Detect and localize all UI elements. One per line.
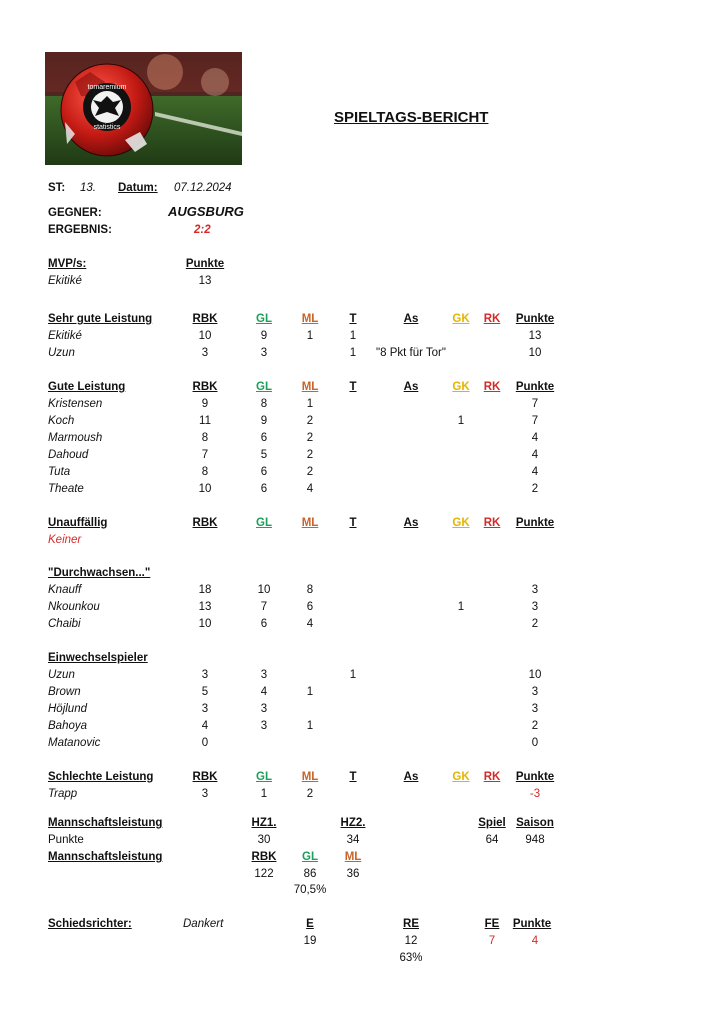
player-name: Brown bbox=[48, 686, 81, 698]
col-header-as: As bbox=[403, 381, 419, 393]
player-punkte: 2 bbox=[531, 720, 539, 732]
col-header-gk: GK bbox=[452, 313, 470, 325]
player-ml: 4 bbox=[306, 483, 314, 495]
section-title: Schlechte Leistung bbox=[48, 771, 154, 783]
player-punkte: 10 bbox=[528, 347, 542, 359]
svg-text:tomaremium: tomaremium bbox=[87, 84, 127, 91]
player-ml: 2 bbox=[306, 466, 314, 478]
col-header-gl: GL bbox=[256, 381, 272, 393]
referee-percent: 63% bbox=[399, 952, 423, 964]
player-name: Chaibi bbox=[48, 618, 81, 630]
player-t: 1 bbox=[349, 347, 357, 359]
col-header-rbk: RBK bbox=[192, 381, 218, 393]
section-title: Unauffällig bbox=[48, 517, 108, 529]
col-header-ml: ML bbox=[301, 771, 319, 783]
section-title: Einwechselspieler bbox=[48, 652, 148, 664]
player-rbk: 10 bbox=[198, 618, 212, 630]
col-header-gk: GK bbox=[452, 771, 470, 783]
referee-re-header: RE bbox=[403, 918, 419, 930]
spiel-value: 64 bbox=[485, 834, 499, 846]
player-rbk: 3 bbox=[201, 788, 209, 800]
player-rbk: 0 bbox=[201, 737, 209, 749]
player-rbk: 3 bbox=[201, 703, 209, 715]
section-title: Gute Leistung bbox=[48, 381, 126, 393]
section-note: Keiner bbox=[48, 534, 82, 546]
player-name: Kristensen bbox=[48, 398, 103, 410]
col-header-gl: GL bbox=[256, 517, 272, 529]
player-punkte: 4 bbox=[531, 432, 539, 444]
player-gk: 1 bbox=[457, 601, 465, 613]
player-gl: 3 bbox=[260, 720, 268, 732]
player-punkte: 7 bbox=[531, 415, 539, 427]
player-punkte: 0 bbox=[531, 737, 539, 749]
player-rbk: 3 bbox=[201, 669, 209, 681]
mvp-player-punkte: 13 bbox=[198, 275, 212, 287]
player-ml: 8 bbox=[306, 584, 314, 596]
team-percent: 70,5% bbox=[293, 884, 327, 896]
player-rbk: 8 bbox=[201, 432, 209, 444]
player-name: Uzun bbox=[48, 347, 75, 359]
mvp-punkte-header: Punkte bbox=[185, 258, 225, 270]
col-header-rbk: RBK bbox=[192, 517, 218, 529]
referee-label: Schiedsrichter: bbox=[48, 918, 132, 930]
section-title: "Durchwachsen..." bbox=[48, 567, 151, 579]
player-name: Dahoud bbox=[48, 449, 89, 461]
player-gl: 7 bbox=[260, 601, 268, 613]
col-header-rk: RK bbox=[483, 771, 501, 783]
player-gl: 6 bbox=[260, 618, 268, 630]
player-gl: 1 bbox=[260, 788, 268, 800]
player-name: Theate bbox=[48, 483, 84, 495]
player-punkte: 3 bbox=[531, 686, 539, 698]
player-rbk: 4 bbox=[201, 720, 209, 732]
ergebnis-label: ERGEBNIS: bbox=[48, 224, 112, 236]
referee-e-header: E bbox=[306, 918, 314, 930]
col-header-as: As bbox=[403, 313, 419, 325]
player-gk: 1 bbox=[457, 415, 465, 427]
player-rbk: 5 bbox=[201, 686, 209, 698]
col-header-rk: RK bbox=[483, 517, 501, 529]
player-punkte: 10 bbox=[528, 669, 542, 681]
mvp-label: MVP/s: bbox=[48, 258, 87, 270]
player-gl: 3 bbox=[260, 669, 268, 681]
col-header-as: As bbox=[403, 771, 419, 783]
referee-punkte-header: Punkte bbox=[512, 918, 552, 930]
svg-text:statistics: statistics bbox=[93, 124, 121, 131]
page-title: SPIELTAGS-BERICHT bbox=[334, 109, 489, 126]
player-gl: 10 bbox=[257, 584, 271, 596]
col-header-gl: GL bbox=[256, 771, 272, 783]
player-gl: 9 bbox=[260, 415, 268, 427]
team-rbk-header: RBK bbox=[251, 851, 277, 863]
player-ml: 2 bbox=[306, 415, 314, 427]
col-header-punkte: Punkte bbox=[515, 313, 555, 325]
player-name: Bahoya bbox=[48, 720, 88, 732]
player-ml: 2 bbox=[306, 432, 314, 444]
player-ml: 1 bbox=[306, 720, 314, 732]
col-header-gl: GL bbox=[256, 313, 272, 325]
gegner-value: AUGSBURG bbox=[168, 204, 244, 219]
player-punkte: -3 bbox=[529, 788, 541, 800]
team-gl-value: 86 bbox=[303, 868, 317, 880]
player-gl: 5 bbox=[260, 449, 268, 461]
player-punkte: 3 bbox=[531, 584, 539, 596]
section-title: Sehr gute Leistung bbox=[48, 313, 153, 325]
col-header-as: As bbox=[403, 517, 419, 529]
col-header-punkte: Punkte bbox=[515, 517, 555, 529]
player-punkte: 4 bbox=[531, 466, 539, 478]
player-rbk: 7 bbox=[201, 449, 209, 461]
col-header-t: T bbox=[349, 313, 357, 325]
col-header-t: T bbox=[349, 381, 357, 393]
player-rbk: 13 bbox=[198, 601, 212, 613]
st-value: 13. bbox=[80, 182, 96, 194]
team-label-2: Mannschaftsleistung bbox=[48, 851, 163, 863]
player-punkte: 3 bbox=[531, 601, 539, 613]
referee-re-value: 12 bbox=[404, 935, 418, 947]
referee-punkte-value: 4 bbox=[531, 935, 539, 947]
player-rbk: 9 bbox=[201, 398, 209, 410]
player-name: Nkounkou bbox=[48, 601, 100, 613]
stadium-ball-image bbox=[45, 52, 242, 165]
team-ml-header: ML bbox=[344, 851, 362, 863]
team-label-1: Mannschaftsleistung bbox=[48, 817, 163, 829]
hz1-value: 30 bbox=[257, 834, 271, 846]
player-gl: 3 bbox=[260, 703, 268, 715]
player-t: 1 bbox=[349, 330, 357, 342]
referee-e-value: 19 bbox=[303, 935, 317, 947]
player-gl: 3 bbox=[260, 347, 268, 359]
player-name: Knauff bbox=[48, 584, 82, 596]
col-header-rbk: RBK bbox=[192, 313, 218, 325]
col-header-punkte: Punkte bbox=[515, 771, 555, 783]
hz2-header: HZ2. bbox=[340, 817, 366, 829]
player-gl: 6 bbox=[260, 432, 268, 444]
player-name: Tuta bbox=[48, 466, 71, 478]
gegner-label: GEGNER: bbox=[48, 207, 102, 219]
player-rbk: 10 bbox=[198, 483, 212, 495]
player-gl: 6 bbox=[260, 466, 268, 478]
player-t: 1 bbox=[349, 669, 357, 681]
player-punkte: 2 bbox=[531, 618, 539, 630]
player-punkte: 4 bbox=[531, 449, 539, 461]
spiel-header: Spiel bbox=[478, 817, 506, 829]
saison-header: Saison bbox=[516, 817, 554, 829]
player-gl: 6 bbox=[260, 483, 268, 495]
col-header-ml: ML bbox=[301, 313, 319, 325]
player-gl: 9 bbox=[260, 330, 268, 342]
col-header-punkte: Punkte bbox=[515, 381, 555, 393]
player-rbk: 3 bbox=[201, 347, 209, 359]
hz1-header: HZ1. bbox=[251, 817, 277, 829]
referee-fe-value: 7 bbox=[488, 935, 496, 947]
player-name: Koch bbox=[48, 415, 75, 427]
col-header-rk: RK bbox=[483, 381, 501, 393]
st-label: ST: bbox=[48, 182, 66, 194]
col-header-rk: RK bbox=[483, 313, 501, 325]
referee-fe-header: FE bbox=[484, 918, 500, 930]
player-punkte: 7 bbox=[531, 398, 539, 410]
col-header-t: T bbox=[349, 771, 357, 783]
player-punkte: 3 bbox=[531, 703, 539, 715]
player-ml: 4 bbox=[306, 618, 314, 630]
player-punkte: 13 bbox=[528, 330, 542, 342]
col-header-gk: GK bbox=[452, 381, 470, 393]
datum-value: 07.12.2024 bbox=[174, 182, 232, 194]
hz2-value: 34 bbox=[346, 834, 360, 846]
team-punkte-label: Punkte bbox=[48, 834, 84, 846]
player-ml: 1 bbox=[306, 686, 314, 698]
saison-value: 948 bbox=[525, 834, 545, 846]
player-ml: 1 bbox=[306, 330, 314, 342]
player-name: Trapp bbox=[48, 788, 78, 800]
player-ml: 1 bbox=[306, 398, 314, 410]
player-name: Uzun bbox=[48, 669, 75, 681]
player-name: Ekitiké bbox=[48, 330, 82, 342]
col-header-ml: ML bbox=[301, 381, 319, 393]
team-ml-value: 36 bbox=[346, 868, 360, 880]
header-logo-image bbox=[45, 52, 242, 165]
player-ml: 2 bbox=[306, 449, 314, 461]
player-rbk: 10 bbox=[198, 330, 212, 342]
col-header-gk: GK bbox=[452, 517, 470, 529]
col-header-t: T bbox=[349, 517, 357, 529]
player-as: "8 Pkt für Tor" bbox=[376, 347, 446, 359]
player-punkte: 2 bbox=[531, 483, 539, 495]
team-rbk-value: 122 bbox=[254, 868, 274, 880]
ergebnis-value: 2:2 bbox=[194, 224, 211, 236]
mvp-player-name: Ekitiké bbox=[48, 275, 82, 287]
player-rbk: 11 bbox=[199, 415, 211, 427]
team-gl-header: GL bbox=[302, 851, 318, 863]
player-name: Matanovic bbox=[48, 737, 101, 749]
col-header-ml: ML bbox=[301, 517, 319, 529]
player-ml: 2 bbox=[306, 788, 314, 800]
player-ml: 6 bbox=[306, 601, 314, 613]
player-name: Höjlund bbox=[48, 703, 87, 715]
player-gl: 8 bbox=[260, 398, 268, 410]
player-name: Marmoush bbox=[48, 432, 103, 444]
player-gl: 4 bbox=[260, 686, 268, 698]
referee-name: Dankert bbox=[183, 918, 224, 930]
player-rbk: 18 bbox=[198, 584, 212, 596]
player-rbk: 8 bbox=[201, 466, 209, 478]
datum-label: Datum: bbox=[118, 182, 158, 194]
col-header-rbk: RBK bbox=[192, 771, 218, 783]
